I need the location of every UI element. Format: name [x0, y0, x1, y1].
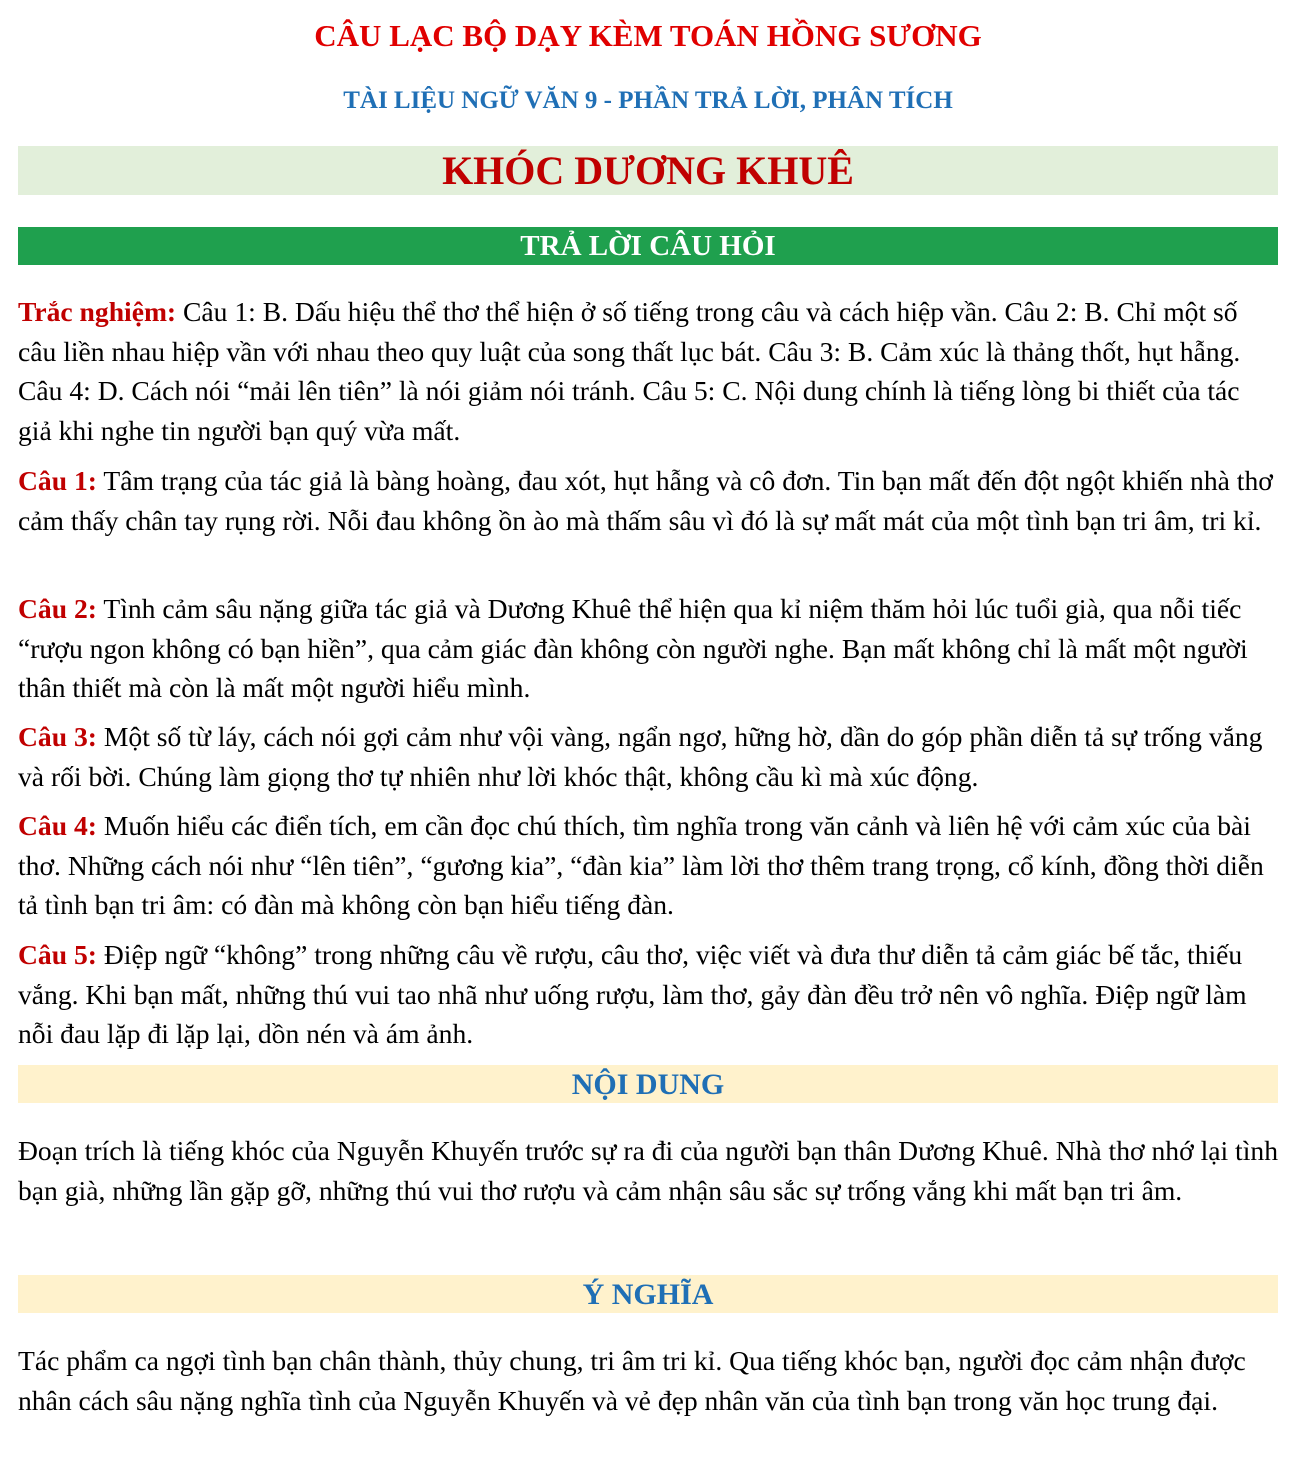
answers-heading: TRẢ LỜI CÂU HỎI	[520, 230, 776, 262]
meaning-heading-band	[18, 1275, 1278, 1313]
answer-label: Trắc nghiệm:	[18, 296, 177, 327]
answer-label: Câu 2:	[18, 593, 97, 624]
content-heading-band	[18, 1065, 1278, 1103]
answer-label: Câu 4:	[18, 810, 97, 841]
answer-label: Câu 3:	[18, 721, 97, 752]
answers-heading-band	[18, 227, 1278, 265]
answer-label: Câu 1:	[18, 465, 97, 496]
answer-text: Tình cảm sâu nặng giữa tác giả và Dương Khuê thể hiện qua kỉ niệm thăm hỏi lúc tuổi già, qua nỗi tiếc “rượu ngon không có bạn hiền”, qua cảm giác đàn không còn người nghe. Bạn mất không chỉ là mất một người thân thiết mà còn là mất một người hiểu mình.	[18, 593, 1248, 704]
answer-question-4	[18, 806, 1280, 925]
answer-question-2	[18, 589, 1280, 708]
answer-text: Câu 1: B. Dấu hiệu thể thơ thể hiện ở số tiếng trong câu và cách hiệp vần. Câu 2: B. Chỉ một số câu liền nhau hiệp vần với nhau theo quy luật của song thất lục bát. Câu 3: B. Cảm xúc là thảng thốt, hụt hẫng. Câu 4: D. Cách nói “mải lên tiên” là nói giảm nói tránh. Câu 5: C. Nội dung chính là tiếng lòng bi thiết của tác giả khi nghe tin người bạn quý vừa mất.	[18, 296, 1241, 447]
answer-question-3	[18, 717, 1280, 796]
answer-question-5	[18, 935, 1280, 1054]
lesson-title: KHÓC DƯƠNG KHUÊ	[442, 148, 854, 193]
document-subtitle: TÀI LIỆU NGỮ VĂN 9 - PHẦN TRẢ LỜI, PHÂN TÍCH	[343, 87, 953, 114]
answer-label: Câu 5:	[18, 939, 97, 970]
meaning-heading: Ý NGHĨA	[582, 1278, 714, 1311]
answer-text: Một số từ láy, cách nói gợi cảm như vội vàng, ngẩn ngơ, hững hờ, dần do góp phần diễn tả sự trống vắng và rối bời. Chúng làm giọng thơ tự nhiên như lời khóc thật, không cầu kì mà xúc động.	[18, 721, 1263, 792]
answer-multiple-choice	[18, 292, 1280, 451]
answer-text: Điệp ngữ “không” trong những câu về rượu, câu thơ, việc viết và đưa thư diễn tả cảm giác bế tắc, thiếu vắng. Khi bạn mất, những thú vui tao nhã như uống rượu, làm thơ, gảy đàn đều trở nên vô nghĩa. Điệp ngữ làm nỗi đau lặp đi lặp lại, dồn nén và ám ảnh.	[18, 939, 1247, 1050]
lesson-title-band	[18, 146, 1278, 195]
content-heading: NỘI DUNG	[571, 1068, 725, 1101]
answer-question-1	[18, 461, 1280, 540]
meaning-paragraph: Tác phẩm ca ngợi tình bạn chân thành, thủy chung, tri âm tri kỉ. Qua tiếng khóc bạn, người đọc cảm nhận được nhân cách sâu nặng nghĩa tình của Nguyễn Khuyến và vẻ đẹp nhân văn của tình bạn trong văn học trung đại.	[18, 1345, 1246, 1416]
club-title: CÂU LẠC BỘ DẠY KÈM TOÁN HỒNG SƯƠNG	[314, 18, 982, 53]
answer-text: Tâm trạng của tác giả là bàng hoàng, đau xót, hụt hẫng và cô đơn. Tin bạn mất đến đột ngột khiến nhà thơ cảm thấy chân tay rụng rời. Nỗi đau không ồn ào mà thấm sâu vì đó là sự mất mát của một tình bạn tri âm, tri kỉ.	[18, 465, 1273, 536]
answer-text: Muốn hiểu các điển tích, em cần đọc chú thích, tìm nghĩa trong văn cảnh và liên hệ với cảm xúc của bài thơ. Những cách nói như “lên tiên”, “gương kia”, “đàn kia” làm lời thơ thêm trang trọng, cổ kính, đồng thời diễn tả tình bạn tri âm: có đàn mà không còn bạn hiểu tiếng đàn.	[18, 810, 1264, 921]
content-paragraph: Đoạn trích là tiếng khóc của Nguyễn Khuyến trước sự ra đi của người bạn thân Dương Khuê. Nhà thơ nhớ lại tình bạn già, những lần gặp gỡ, những thú vui thơ rượu và cảm nhận sâu sắc sự trống vắng khi mất bạn tri âm.	[18, 1135, 1278, 1206]
